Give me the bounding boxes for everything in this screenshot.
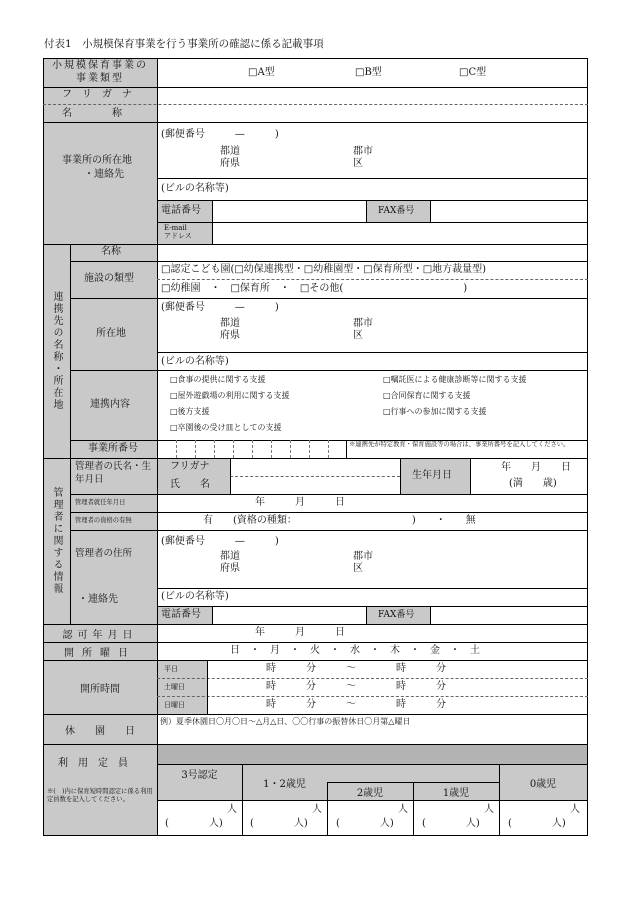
rule — [70, 261, 588, 262]
partner-prefecture: 都道 府県 — [220, 318, 240, 341]
holiday-label: 休 園 日 — [65, 725, 135, 737]
partner-content-label: 連携内容 — [90, 399, 130, 410]
capacity-unit-short: ( 人) — [250, 818, 308, 829]
rule — [70, 530, 588, 531]
address-label-1: 事業所の所在地 — [62, 155, 132, 166]
manager-birth-value: 年 月 日 — [501, 462, 571, 473]
approval-label: 認可年月日 — [62, 629, 138, 641]
vrule — [230, 458, 231, 494]
office-number-tick — [290, 440, 291, 458]
partner-side-label: 連携先の名称・所在地 — [51, 291, 62, 411]
hours-day-weekday: 平日 — [164, 665, 178, 673]
email-label: E-mail アドレス — [164, 224, 192, 240]
type-label: 小規模保育事業の事業類型 — [52, 60, 148, 84]
office-number-tick — [233, 440, 234, 458]
vrule — [212, 200, 213, 244]
manager-address-label-1: 管理者の住所 — [75, 548, 133, 559]
vrule — [207, 660, 208, 714]
capacity-unit: 人 — [484, 804, 494, 815]
partner-type-line1: □認定こども園(□幼保連携型・□幼稚園型・□保育所型・□地方裁量型) — [161, 264, 487, 275]
name-label: 名 称 — [62, 108, 122, 119]
capacity-unit: 人 — [227, 804, 237, 815]
holiday-example: 例）夏季休園日〇月〇日～△月△日、〇〇行事の振替休日〇月第△曜日 — [160, 717, 411, 726]
vrule — [366, 200, 367, 222]
office-number-label: 事業所番号 — [88, 443, 138, 454]
manager-age: (満 歳) — [509, 478, 557, 489]
address-label-2: ・連絡先 — [84, 169, 124, 180]
manager-name: 氏 名 — [170, 479, 210, 490]
phone-label: 電話番号 — [161, 205, 201, 216]
rule — [157, 800, 588, 801]
partner-postal: (郵便番号 — ) — [161, 302, 279, 313]
rule-dashed — [157, 678, 588, 679]
partner-type-line2: □幼稚園 ・ □保育所 ・ □その他( ) — [161, 283, 468, 294]
office-number-note: ※連携先が特定教育・保育施設等の場合は、事業所番号を記入してください。 — [349, 441, 570, 448]
manager-prefecture: 都道 府県 — [220, 551, 240, 574]
office-number-tick — [252, 440, 253, 458]
capacity-unit-short: ( 人) — [336, 818, 394, 829]
rule — [43, 458, 588, 459]
vrule — [400, 458, 401, 494]
manager-birth-label: 生年月日 — [412, 470, 452, 481]
capacity-col-0: 0歳児 — [529, 778, 557, 790]
rule — [70, 512, 588, 513]
content-item: □食事の提供に関する支援 — [170, 375, 266, 384]
vrule — [212, 606, 213, 624]
vrule — [430, 606, 431, 624]
partner-location-label: 所在地 — [96, 328, 126, 339]
vrule — [430, 200, 431, 222]
office-number-tick — [195, 440, 196, 458]
rule — [157, 200, 588, 201]
capacity-col-3go: 3号認定 — [181, 769, 218, 781]
content-item: □嘱託医による健康診断等に関する支援 — [383, 375, 527, 384]
type-option-a[interactable]: □A型 — [248, 67, 275, 78]
manager-furigana: フリガナ — [170, 461, 210, 472]
partner-city: 郡市 区 — [353, 318, 373, 341]
address-prefecture: 都道 府県 — [220, 146, 240, 169]
rule — [43, 244, 588, 245]
manager-qual-label: 管理者の資格の有無 — [75, 517, 132, 524]
rule — [43, 87, 588, 88]
rule — [70, 298, 588, 299]
capacity-header-bg — [157, 744, 587, 764]
vrule — [366, 606, 367, 624]
rule — [157, 588, 588, 589]
rule-dashed — [157, 279, 588, 280]
rule-dashed — [157, 696, 588, 697]
partner-type-label: 施設の類型 — [84, 273, 134, 284]
manager-city: 郡市 区 — [353, 551, 373, 574]
rule — [157, 352, 588, 353]
open-days-label: 開所曜日 — [64, 647, 136, 659]
capacity-unit-short: ( 人) — [508, 818, 566, 829]
capacity-unit: 人 — [570, 804, 580, 815]
office-number-tick — [328, 440, 329, 458]
vrule — [346, 440, 347, 458]
border-right — [587, 58, 588, 836]
office-number-tick — [176, 440, 177, 458]
manager-phone-label: 電話番号 — [161, 609, 201, 620]
content-item: □卒園後の受け皿としての支援 — [170, 423, 282, 432]
office-number-tick — [214, 440, 215, 458]
hours-label: 開所時間 — [80, 683, 120, 695]
manager-start-label: 管理者就任年月日 — [75, 499, 126, 506]
approval-value: 年 月 日 — [255, 627, 345, 638]
hours-row-sunday: 時 分 ～ 時 分 — [266, 699, 446, 710]
manager-side-label: 管理者に関する情報 — [51, 487, 62, 595]
rule — [157, 606, 588, 607]
rule — [43, 744, 588, 745]
side-column-line — [70, 244, 71, 624]
office-number-tick — [309, 440, 310, 458]
border-bottom — [43, 835, 588, 836]
hours-row-weekday: 時 分 ～ 時 分 — [266, 663, 446, 674]
rule-dashed — [230, 476, 400, 477]
content-item: □屋外遊戯場の利用に関する支援 — [170, 391, 290, 400]
hours-day-saturday: 土曜日 — [164, 683, 185, 691]
content-item: □行事への参加に関する支援 — [383, 407, 487, 416]
capacity-unit: 人 — [398, 804, 408, 815]
capacity-col-2: 2歳児 — [356, 787, 384, 799]
capacity-label: 利 用 定 員 — [58, 758, 128, 769]
rule — [70, 494, 588, 495]
label-bg-address — [43, 122, 157, 244]
office-number-tick — [271, 440, 272, 458]
document-title: 付表1 小規模保育事業を行う事業所の確認に係る記載事項 — [44, 38, 324, 50]
address-city: 郡市 区 — [353, 146, 373, 169]
partner-building: (ビルの名称等) — [161, 356, 229, 367]
type-option-b[interactable]: □B型 — [355, 67, 382, 78]
furigana-label: フ リ ガ ナ — [62, 89, 132, 100]
address-postal: (郵便番号 — ) — [161, 129, 279, 140]
type-option-c[interactable]: □C型 — [459, 67, 487, 78]
rule — [43, 122, 588, 123]
manager-postal: (郵便番号 — ) — [161, 536, 279, 547]
capacity-col-12: 1・2歳児 — [263, 778, 306, 790]
manager-fax-label: FAX番号 — [378, 610, 415, 620]
label-column-line — [157, 58, 158, 836]
manager-qual-value: 有 (資格の種類： ) ・ 無 — [203, 515, 476, 526]
rule — [70, 370, 588, 371]
vrule — [470, 458, 471, 494]
fax-label: FAX番号 — [378, 206, 415, 216]
hours-day-sunday: 日曜日 — [164, 701, 185, 709]
content-item: □合同保育に関する支援 — [383, 391, 471, 400]
capacity-col-1: 1歳児 — [442, 787, 470, 799]
address-building: (ビルの名称等) — [161, 183, 229, 194]
rule-dashed — [43, 104, 588, 105]
capacity-unit-short: ( 人) — [165, 818, 223, 829]
manager-address-label-2: ・連絡先 — [78, 594, 118, 605]
manager-name-label: 管理者の氏名・生年月日 — [75, 461, 152, 485]
content-item: □後方支援 — [170, 407, 210, 416]
manager-building: (ビルの名称等) — [161, 591, 229, 602]
manager-start-value: 年 月 日 — [255, 497, 345, 508]
partner-name-label: 名称 — [101, 246, 121, 257]
rule — [157, 222, 588, 223]
capacity-unit-short: ( 人) — [422, 818, 480, 829]
rule — [157, 178, 588, 179]
capacity-note: ※( )内に保育短時間認定に係る利用定員数を記入してください。 — [47, 788, 153, 804]
capacity-unit: 人 — [312, 804, 322, 815]
open-days-value: 日 ・ 月 ・ 火 ・ 水 ・ 木 ・ 金 ・ 土 — [230, 645, 480, 656]
hours-row-saturday: 時 分 ～ 時 分 — [266, 681, 446, 692]
